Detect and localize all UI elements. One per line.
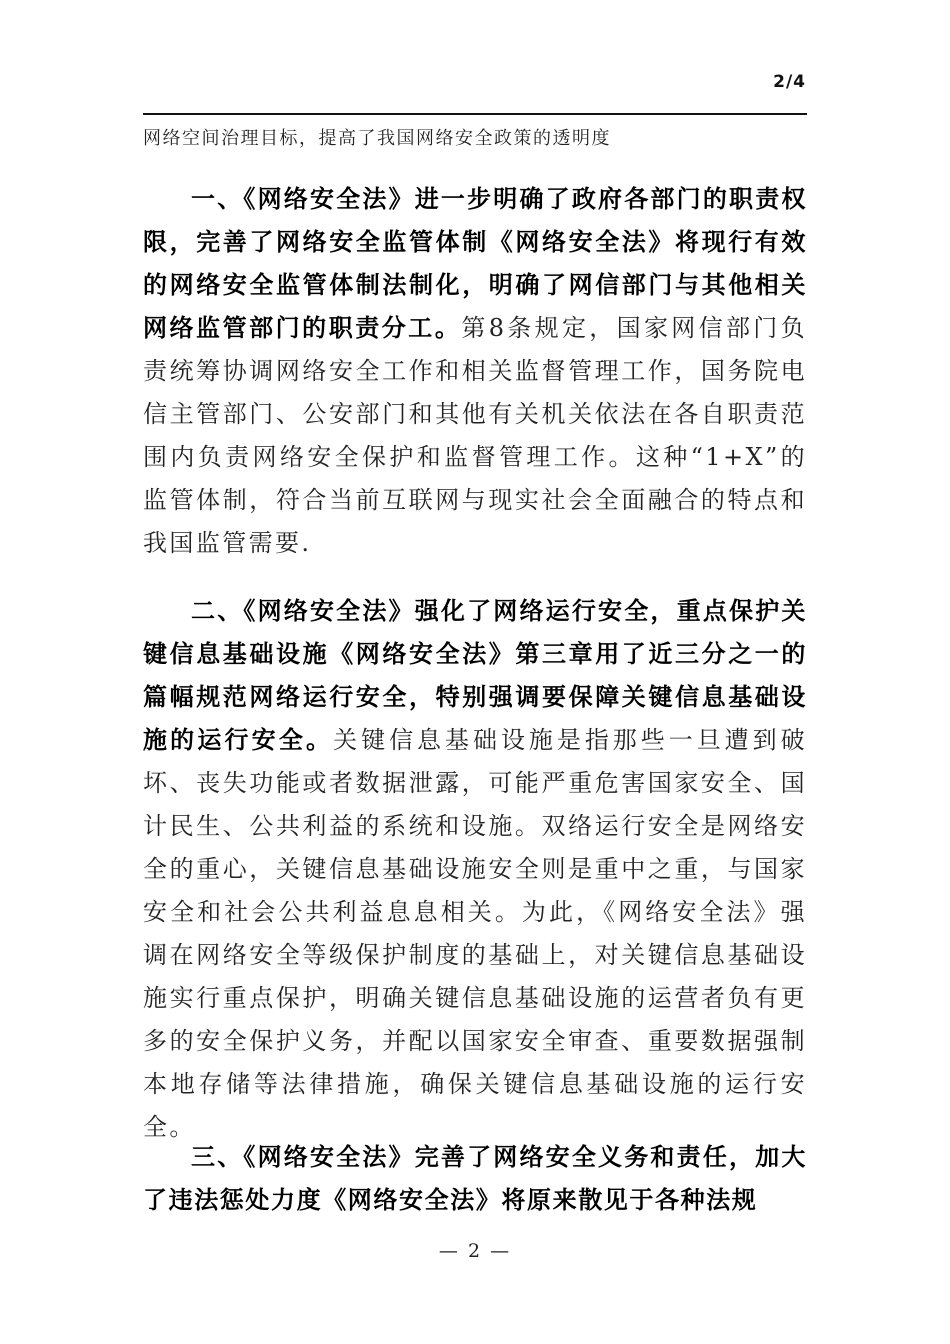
header-divider	[143, 113, 807, 115]
section-3-heading: 三、《网络安全法》完善了网络安全义务和责任，加大了违法惩处力度《网络安全法》将原来散见于各种法规	[143, 1143, 807, 1214]
section-1-paragraph	[143, 178, 807, 565]
section-2-heading: 二、《网络安全法》强化了网络运行安全，重点保护关键信息基础设施《网络安全法》第三章用了近三分之一的篇幅规范网络运行安全，特别强调要保障关键信息基础设施的运行安全。	[143, 597, 807, 754]
section-2-body: 关键信息基础设施是指那些一旦遭到破坏、丧失功能或者数据泄露，可能严重危害国家安全、国计民生、公共利益的系统和设施。双络运行安全是网络安全的重心，关键信息基础设施安全则是重中之重，与国家安全和社会公共利益息息相关。为此，《网络安全法》强调在网络安全等级保护制度的基础上，对关键信息基础设施实行重点保护，明确关键信息基础设施的运营者负有更多的安全保护义务，并配以国家安全审查、重要数据强制本地存储等法律措施，确保关键信息基础设施的运行安全。	[143, 726, 807, 1141]
page-number: — 2 —	[438, 1240, 512, 1262]
section-3-paragraph	[143, 1136, 807, 1222]
section-1-body: 第8条规定，国家网信部门负责统筹协调网络安全工作和相关监督管理工作，国务院电信主管部门、公安部门和其他有关机关依法在各自职责范围内负责网络安全保护和监督管理工作。这种“1+X”的监管体制，符合当前互联网与现实社会全面融合的特点和我国监管需要.	[143, 314, 808, 557]
continuation-text: 网络空间治理目标，提高了我国网络安全政策的透明度	[143, 128, 611, 149]
page-counter: 2/4	[773, 72, 806, 92]
section-1-heading: 一、《网络安全法》进一步明确了政府各部门的职责权限，完善了网络安全监管体制《网络安全法》将现行有效的网络安全监管体制法制化，明确了网信部门与其他相关网络监管部门的职责分工。	[143, 185, 807, 342]
section-2-paragraph	[143, 590, 807, 1149]
